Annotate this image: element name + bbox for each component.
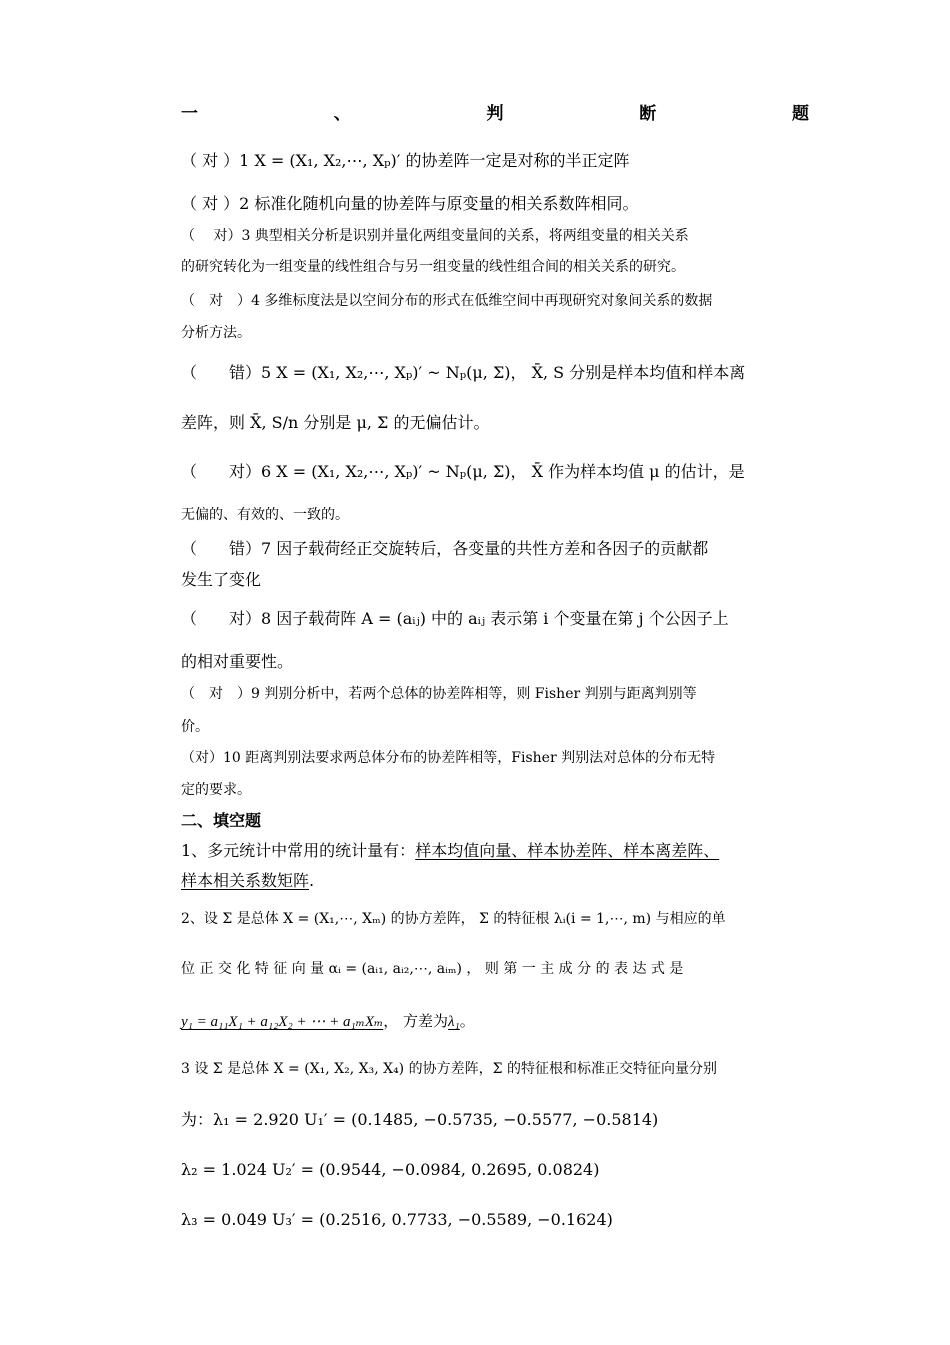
judge-q5-line2: 差阵，则 X̄, S/n 分别是 μ, Σ 的无偏估计。 (181, 413, 490, 432)
judge-q8-line1: （ 对）8 因子载荷阵 A = (aᵢⱼ) 中的 aᵢⱼ 表示第 i 个变量在第 j 个公因子上 (181, 609, 729, 628)
fill-q3-eigen-2: λ₂ = 1.024 U₂′ = (0.9544, −0.0984, 0.2695, 0.0824) (181, 1160, 600, 1179)
fill-q2-end: 。 (459, 1012, 475, 1030)
judge-q10-line2: 定的要求。 (181, 782, 251, 798)
fill-q1-answer-part1: 样本均值向量、样本协差阵、样本离差阵、 (415, 841, 720, 860)
fill-q1-period: . (309, 871, 315, 890)
judge-q4-line1: （ 对 ）4 多维标度法是以空间分布的形式在低维空间中再现研究对象间关系的数据 (181, 293, 713, 309)
judge-q7-line2: 发生了变化 (181, 570, 262, 589)
section-title-judgement (181, 104, 809, 124)
title-char: 一 (181, 104, 198, 124)
fill-q2-line2: 位 正 交 化 特 征 向 量 αᵢ = (aᵢ₁, aᵢ₂,⋯, aᵢₘ) ， 则 第 一 主 成 分 的 表 达 式 是 (181, 961, 684, 977)
judge-q3-line1: （ 对）3 典型相关分析是识别并量化两组变量间的关系，将两组变量的相关关系 (181, 228, 689, 244)
judge-q3-line2: 的研究转化为一组变量的线性组合与另一组变量的线性组合间的相关关系的研究。 (181, 259, 685, 275)
fill-q2-variance-label: ， 方差为 (383, 1012, 449, 1030)
fill-q2-answer-expression: y₁ = a₁₁X₁ + a₁₂X₂ + ⋯ + a₁ₘXₘ (181, 1014, 384, 1030)
fill-q1-line1 (181, 841, 809, 860)
title-char: 题 (792, 104, 809, 124)
judge-q9-line2: 价。 (181, 719, 209, 735)
fill-q1-line2 (181, 871, 809, 890)
fill-q1-prefix: 1、多元统计中常用的统计量有： (181, 841, 416, 860)
title-char: 断 (639, 104, 657, 124)
judge-q4-line2: 分析方法。 (181, 325, 251, 341)
fill-q1-answer-part2: 样本相关系数矩阵 (181, 871, 310, 890)
fill-q2-line3 (181, 1012, 809, 1031)
fill-q2-answer-variance: λ₁ (448, 1014, 460, 1030)
judge-q8-line2: 的相对重要性。 (181, 652, 294, 671)
judge-q10-line1: （对）10 距离判别法要求两总体分布的协差阵相等，Fisher 判别法对总体的分布无特 (181, 750, 716, 766)
section-title-fill-in: 二、填空题 (181, 811, 262, 830)
judge-q7-line1: （ 错）7 因子载荷经正交旋转后，各变量的共性方差和各因子的贡献都 (181, 539, 709, 558)
judge-q2: （ 对 ）2 标准化随机向量的协差阵与原变量的相关系数阵相同。 (181, 194, 639, 213)
title-char: 判 (486, 104, 504, 124)
judge-q9-line1: （ 对 ）9 判别分析中，若两个总体的协差阵相等，则 Fisher 判别与距离判别等 (181, 686, 697, 702)
fill-q3-eigen-1: 为：λ₁ = 2.920 U₁′ = (0.1485, −0.5735, −0.5577, −0.5814) (181, 1110, 659, 1129)
judge-q6-line2: 无偏的、有效的、一致的。 (181, 507, 349, 523)
title-char: 、 (333, 104, 351, 124)
fill-q3-line1: 3 设 Σ 是总体 X = (X₁, X₂, X₃, X₄) 的协方差阵，Σ 的特征根和标准正交特征向量分别 (181, 1061, 717, 1077)
fill-q2-line1: 2、设 Σ 是总体 X = (X₁,⋯, Xₘ) 的协方差阵， Σ 的特征根 λᵢ(i = 1,⋯, m) 与相应的单 (181, 911, 726, 927)
judge-q1: （ 对 ）1 X = (X₁, X₂,⋯, Xₚ)′ 的协差阵一定是对称的半正定阵 (181, 151, 630, 170)
judge-q5-line1: （ 错）5 X = (X₁, X₂,⋯, Xₚ)′ ~ Nₚ(μ, Σ)， X̄, S 分别是样本均值和样本离 (181, 363, 746, 382)
fill-q3-eigen-3: λ₃ = 0.049 U₃′ = (0.2516, 0.7733, −0.5589, −0.1624) (181, 1210, 613, 1229)
judge-q6-line1: （ 对）6 X = (X₁, X₂,⋯, Xₚ)′ ~ Nₚ(μ, Σ)， X̄ 作为样本均值 μ 的估计，是 (181, 462, 745, 481)
